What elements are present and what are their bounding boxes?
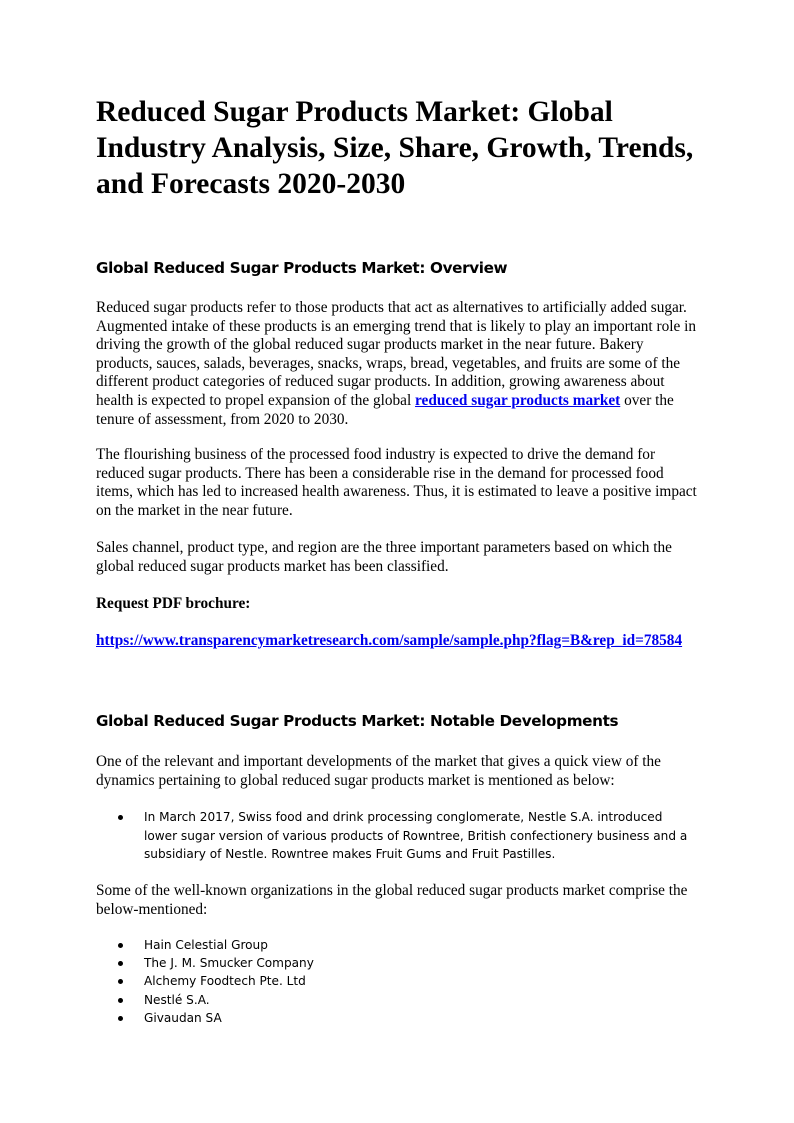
organization-name: The J. M. Smucker Company (144, 956, 314, 971)
organization-name: Nestlé S.A. (144, 992, 210, 1007)
list-item (96, 1009, 698, 1027)
reduced-sugar-products-market-link[interactable]: reduced sugar products market (415, 391, 621, 409)
brochure-url-paragraph (96, 632, 698, 651)
document-title: Reduced Sugar Products Market: Global Industry Analysis, Size, Share, Growth, Trends, and Forecasts 2020-2030 (96, 96, 694, 200)
list-item (96, 936, 698, 954)
organization-name: Givaudan SA (144, 1010, 222, 1025)
brochure-label: Request PDF brochure: (96, 595, 251, 612)
overview-heading: Global Reduced Sugar Products Market: Overview (96, 259, 508, 277)
overview-paragraph-1-tail: over the tenure of assessment, from 2020 to 2030. (96, 391, 674, 428)
list-item (96, 991, 698, 1009)
developments-list (96, 808, 698, 864)
development-text: In March 2017, Swiss food and drink processing conglomerate, Nestle S.A. introduced lower sugar version of various products of Rowntree, British confectionery business and a subsidiary of Nestle. Rowntree makes Fruit Gums and Fruit Pastilles. (144, 810, 688, 861)
list-item (96, 954, 698, 972)
bullet-icon (118, 1016, 123, 1021)
bullet-icon (118, 943, 123, 948)
overview-paragraph-1 (96, 299, 698, 429)
list-item (96, 808, 698, 864)
overview-paragraph-1-text: Reduced sugar products refer to those products that act as alternatives to artificially added sugar. Augmented intake of these products is an emerging trend that is likely to play an important role in driving the growth of the global reduced sugar products market in the near future. Bakery products, sauces, salads, beverages, snacks, wraps, bread, vegetables, and fruits are some of the different product categories of reduced sugar products. In addition, growing awareness about health is expected to propel expansion of the global (96, 299, 696, 409)
developments-heading: Global Reduced Sugar Products Market: Notable Developments (96, 712, 619, 730)
overview-paragraph-2: The flourishing business of the processed food industry is expected to drive the demand for reduced sugar products. There has been a considerable rise in the demand for processed food items, which has led to increased health awareness. Thus, it is estimated to leave a positive impact on the market in the near future. (96, 446, 697, 519)
organizations-list (96, 936, 698, 1027)
overview-paragraph-3: Sales channel, product type, and region are the three important parameters based on which the global reduced sugar products market has been classified. (96, 539, 672, 575)
bullet-icon (118, 979, 123, 984)
list-item (96, 972, 698, 990)
organization-name: Hain Celestial Group (144, 938, 268, 952)
brochure-url-link[interactable]: https://www.transparencymarketresearch.com/sample/sample.php?flag=B&rep_id=78584 (96, 632, 683, 649)
bullet-icon (118, 815, 123, 820)
developments-intro: One of the relevant and important developments of the market that gives a quick view of the dynamics pertaining to global reduced sugar products market is mentioned as below: (96, 753, 661, 789)
organizations-intro: Some of the well-known organizations in the global reduced sugar products market comprise the below-mentioned: (96, 882, 688, 918)
bullet-icon (118, 961, 123, 966)
bullet-icon (118, 998, 123, 1003)
organization-name: Alchemy Foodtech Pte. Ltd (144, 974, 306, 989)
